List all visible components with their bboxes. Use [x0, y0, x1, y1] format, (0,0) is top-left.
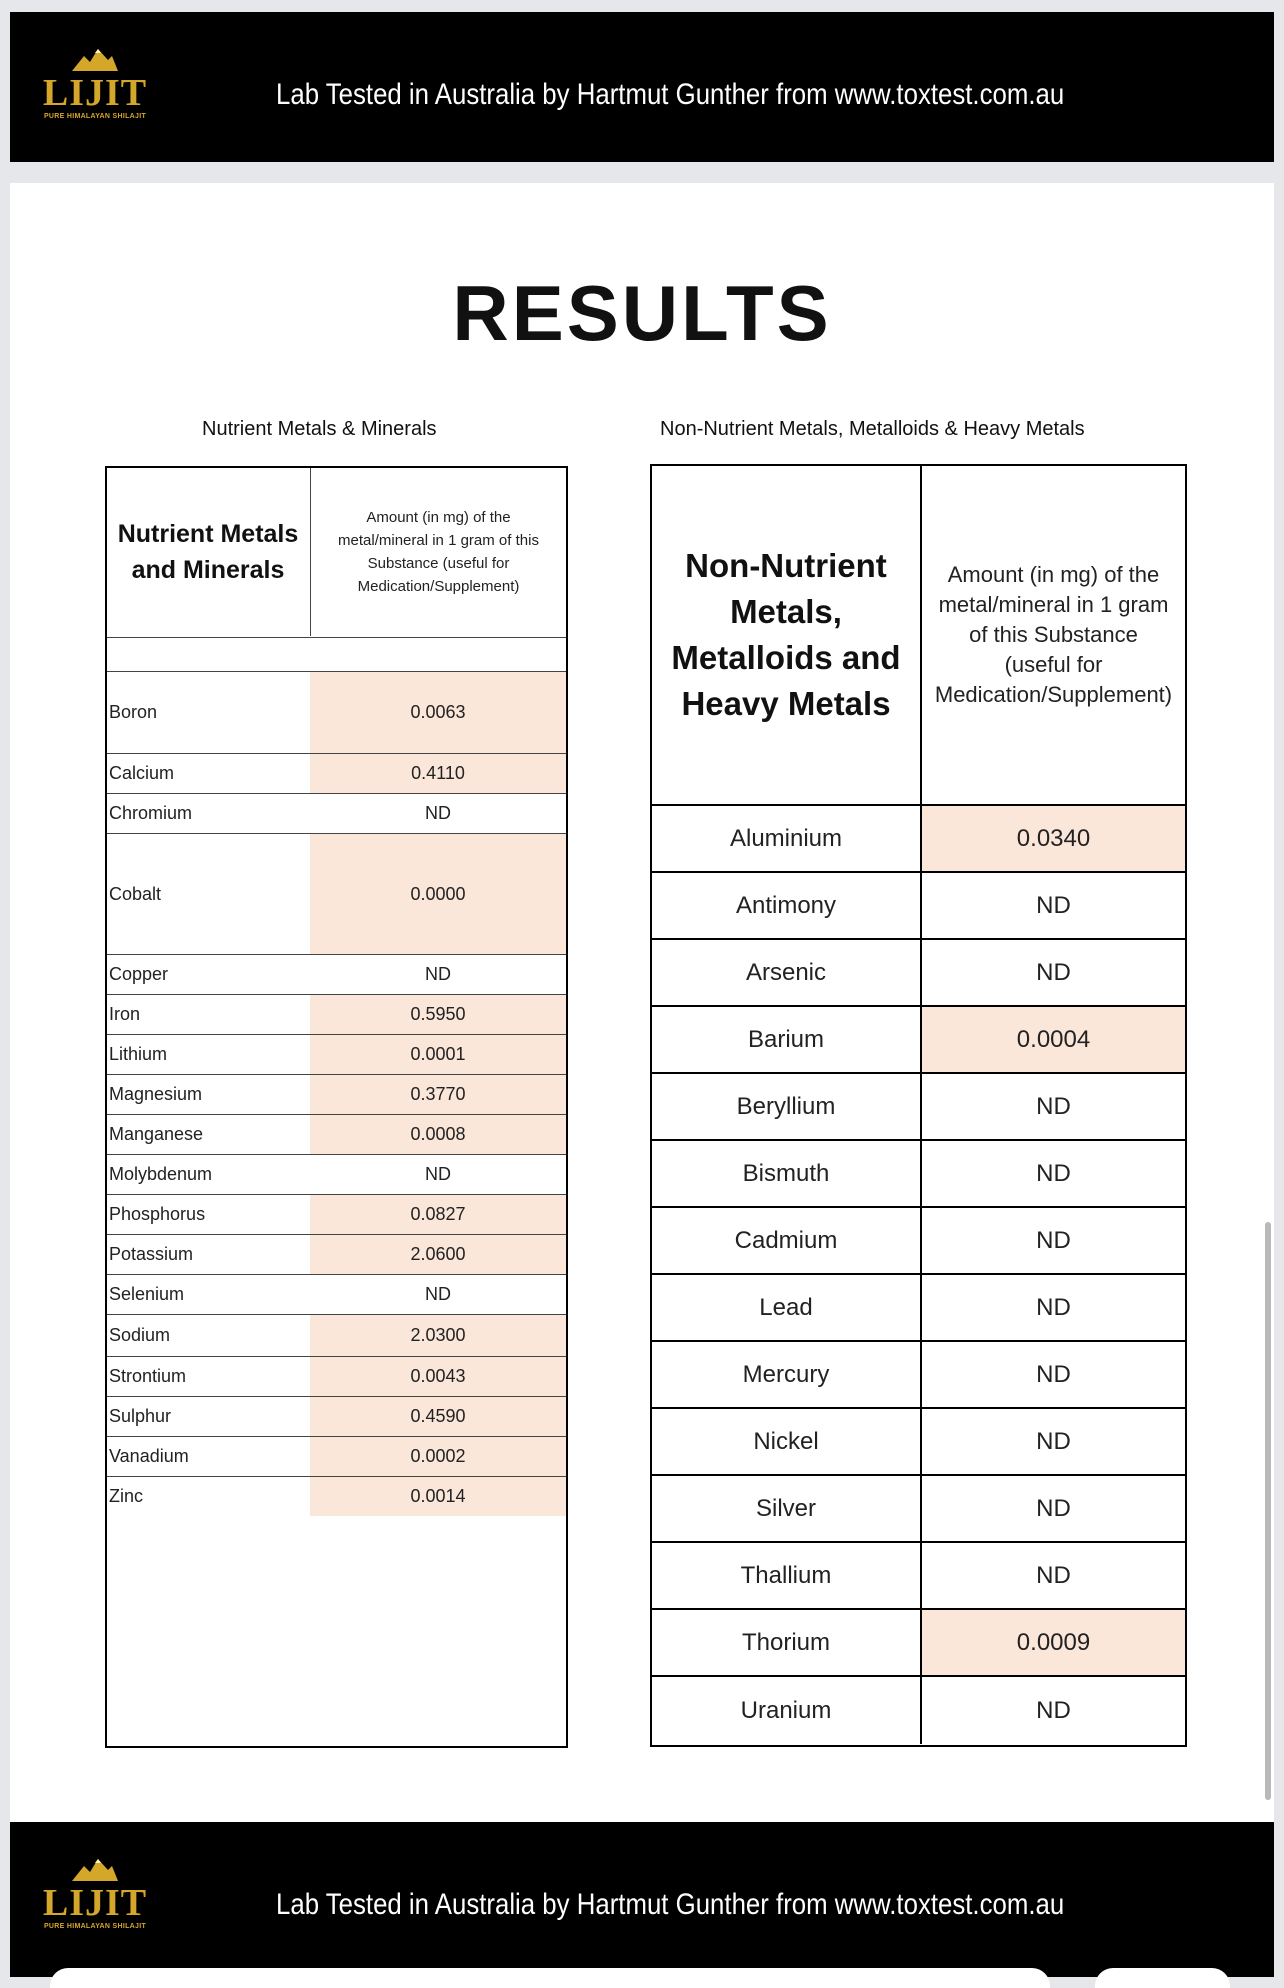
nutrient-row	[107, 1397, 566, 1437]
nutrient-value: 0.0827	[310, 1195, 566, 1234]
non-nutrient-value: 0.0340	[922, 806, 1185, 871]
nutrient-name: Chromium	[109, 803, 193, 823]
top-banner	[10, 12, 1274, 162]
nutrient-name: Sulphur	[109, 1406, 172, 1426]
non-nutrient-name: Nickel	[652, 1409, 922, 1474]
non-nutrient-row	[652, 1208, 1185, 1275]
nutrient-row	[107, 1075, 566, 1115]
nutrient-value: 0.0043	[310, 1357, 566, 1396]
non-nutrient-value: ND	[1036, 1696, 1071, 1724]
nutrient-value: 0.0063	[310, 672, 566, 753]
nutrient-value: ND	[425, 1284, 451, 1304]
page-title: RESULTS	[452, 269, 832, 357]
non-nutrient-value: ND	[1036, 1092, 1071, 1120]
nutrient-value: 0.0014	[310, 1477, 566, 1516]
non-nutrient-value: ND	[1036, 1293, 1071, 1321]
nutrient-name: Copper	[109, 964, 169, 984]
non-nutrient-name: Cadmium	[652, 1208, 922, 1273]
nutrient-row	[107, 1357, 566, 1397]
nutrient-name: Magnesium	[109, 1084, 203, 1104]
nutrient-row	[107, 754, 566, 794]
banner-text: Lab Tested in Australia by Hartmut Gunther from www.toxtest.com.au	[276, 78, 1065, 111]
non-nutrient-value: ND	[1036, 958, 1071, 986]
non-nutrient-value: ND	[1036, 1159, 1071, 1187]
nutrient-name: Iron	[109, 1004, 141, 1024]
nutrient-name: Manganese	[109, 1124, 204, 1144]
nutrient-row	[107, 672, 566, 754]
non-nutrient-value: 0.0004	[922, 1007, 1185, 1072]
non-nutrient-table	[650, 464, 1187, 1747]
non-nutrient-value: ND	[1036, 891, 1071, 919]
nutrient-row	[107, 955, 566, 995]
non-nutrient-name: Mercury	[652, 1342, 922, 1407]
nutrient-table-header	[107, 468, 566, 638]
mountain-icon	[70, 1856, 120, 1882]
non-nutrient-row	[652, 940, 1185, 1007]
brand-logo	[40, 1856, 150, 1948]
non-nutrient-row	[652, 1476, 1185, 1543]
nutrient-row	[107, 995, 566, 1035]
browser-tab-button[interactable]	[1095, 1968, 1230, 1988]
mountain-icon	[70, 46, 120, 72]
banner-text: Lab Tested in Australia by Hartmut Gunther from www.toxtest.com.au	[276, 1888, 1065, 1921]
nutrient-name: Strontium	[109, 1366, 187, 1386]
non-nutrient-header-name: Non-Nutrient Metals, Metalloids and Heavy Metals	[652, 466, 922, 804]
nutrient-row	[107, 1315, 566, 1357]
nutrient-name: Zinc	[109, 1486, 144, 1506]
nutrient-name: Potassium	[109, 1244, 194, 1264]
nutrient-name: Molybdenum	[109, 1164, 213, 1184]
non-nutrient-name: Aluminium	[652, 806, 922, 871]
nutrient-row	[107, 1195, 566, 1235]
nutrient-table-spacer	[107, 638, 566, 672]
non-nutrient-row	[652, 1342, 1185, 1409]
nutrient-row	[107, 1437, 566, 1477]
non-nutrient-row	[652, 1610, 1185, 1677]
nutrient-name: Lithium	[109, 1044, 168, 1064]
non-nutrient-name: Barium	[652, 1007, 922, 1072]
nutrient-row	[107, 834, 566, 955]
left-table-caption: Nutrient Metals & Minerals	[202, 418, 437, 440]
right-table-caption: Non-Nutrient Metals, Metalloids & Heavy Metals	[660, 418, 1085, 440]
nutrient-row	[107, 1155, 566, 1195]
non-nutrient-name: Lead	[652, 1275, 922, 1340]
logo-subtitle: PURE HIMALAYAN SHILAJIT	[43, 1923, 147, 1930]
non-nutrient-name: Thorium	[652, 1610, 922, 1675]
nutrient-value: 0.0008	[310, 1115, 566, 1154]
logo-name: LIJIT	[42, 1882, 148, 1924]
nutrient-name: Phosphorus	[109, 1204, 206, 1224]
non-nutrient-name: Antimony	[652, 873, 922, 938]
nutrient-value: 0.0001	[310, 1035, 566, 1074]
nutrient-row	[107, 1235, 566, 1275]
non-nutrient-row	[652, 806, 1185, 873]
non-nutrient-value: 0.0009	[922, 1610, 1185, 1675]
nutrient-row	[107, 1275, 566, 1315]
nutrient-name: Boron	[109, 702, 158, 722]
non-nutrient-name: Uranium	[652, 1677, 922, 1744]
non-nutrient-name: Arsenic	[652, 940, 922, 1005]
nutrient-header-name: Nutrient Metals and Minerals	[117, 520, 299, 584]
nutrient-value: ND	[425, 1164, 451, 1184]
logo-name: LIJIT	[42, 72, 148, 114]
non-nutrient-header-amount: Amount (in mg) of the metal/mineral in 1 gram of this Substance (useful for Medication/Supplement)	[934, 562, 1173, 707]
non-nutrient-value: ND	[1036, 1360, 1071, 1388]
nutrient-value: ND	[425, 964, 451, 984]
nutrient-value: 0.0000	[310, 834, 566, 954]
nutrient-name: Vanadium	[109, 1446, 189, 1466]
logo-subtitle: PURE HIMALAYAN SHILAJIT	[43, 113, 147, 120]
nutrient-value: 0.4590	[310, 1397, 566, 1436]
nutrient-value: 2.0600	[310, 1235, 566, 1274]
nutrient-value: 0.4110	[310, 754, 566, 793]
results-page	[10, 183, 1274, 1822]
nutrient-value: ND	[425, 803, 451, 823]
non-nutrient-name: Bismuth	[652, 1141, 922, 1206]
non-nutrient-value: ND	[1036, 1494, 1071, 1522]
nutrient-row	[107, 1477, 566, 1516]
brand-logo	[40, 46, 150, 138]
non-nutrient-row	[652, 1409, 1185, 1476]
non-nutrient-row	[652, 1275, 1185, 1342]
bottom-banner	[10, 1822, 1274, 1977]
non-nutrient-name: Beryllium	[652, 1074, 922, 1139]
nutrient-value: 0.3770	[310, 1075, 566, 1114]
nutrient-name: Calcium	[109, 763, 175, 783]
nutrient-row	[107, 794, 566, 834]
non-nutrient-value: ND	[1036, 1226, 1071, 1254]
scrollbar[interactable]	[1265, 1222, 1271, 1800]
non-nutrient-name: Thallium	[652, 1543, 922, 1608]
nutrient-value: 2.0300	[310, 1315, 566, 1356]
nutrient-row	[107, 1115, 566, 1155]
non-nutrient-row	[652, 1677, 1185, 1744]
non-nutrient-row	[652, 1141, 1185, 1208]
nutrient-table	[105, 466, 568, 1748]
nutrient-row	[107, 1035, 566, 1075]
nutrient-header-amount: Amount (in mg) of the metal/mineral in 1 gram of this Substance (useful for Medication/Supplement)	[310, 468, 566, 636]
browser-tab-bar	[50, 1968, 1050, 1988]
non-nutrient-row	[652, 1007, 1185, 1074]
nutrient-name: Selenium	[109, 1284, 185, 1304]
nutrient-value: 0.0002	[310, 1437, 566, 1476]
non-nutrient-row	[652, 1074, 1185, 1141]
non-nutrient-row	[652, 1543, 1185, 1610]
nutrient-name: Cobalt	[109, 883, 162, 904]
nutrient-name: Sodium	[109, 1325, 171, 1345]
non-nutrient-row	[652, 873, 1185, 940]
non-nutrient-value: ND	[1036, 1427, 1071, 1455]
non-nutrient-table-header	[652, 466, 1185, 806]
non-nutrient-name: Silver	[652, 1476, 922, 1541]
non-nutrient-value: ND	[1036, 1561, 1071, 1589]
nutrient-value: 0.5950	[310, 995, 566, 1034]
